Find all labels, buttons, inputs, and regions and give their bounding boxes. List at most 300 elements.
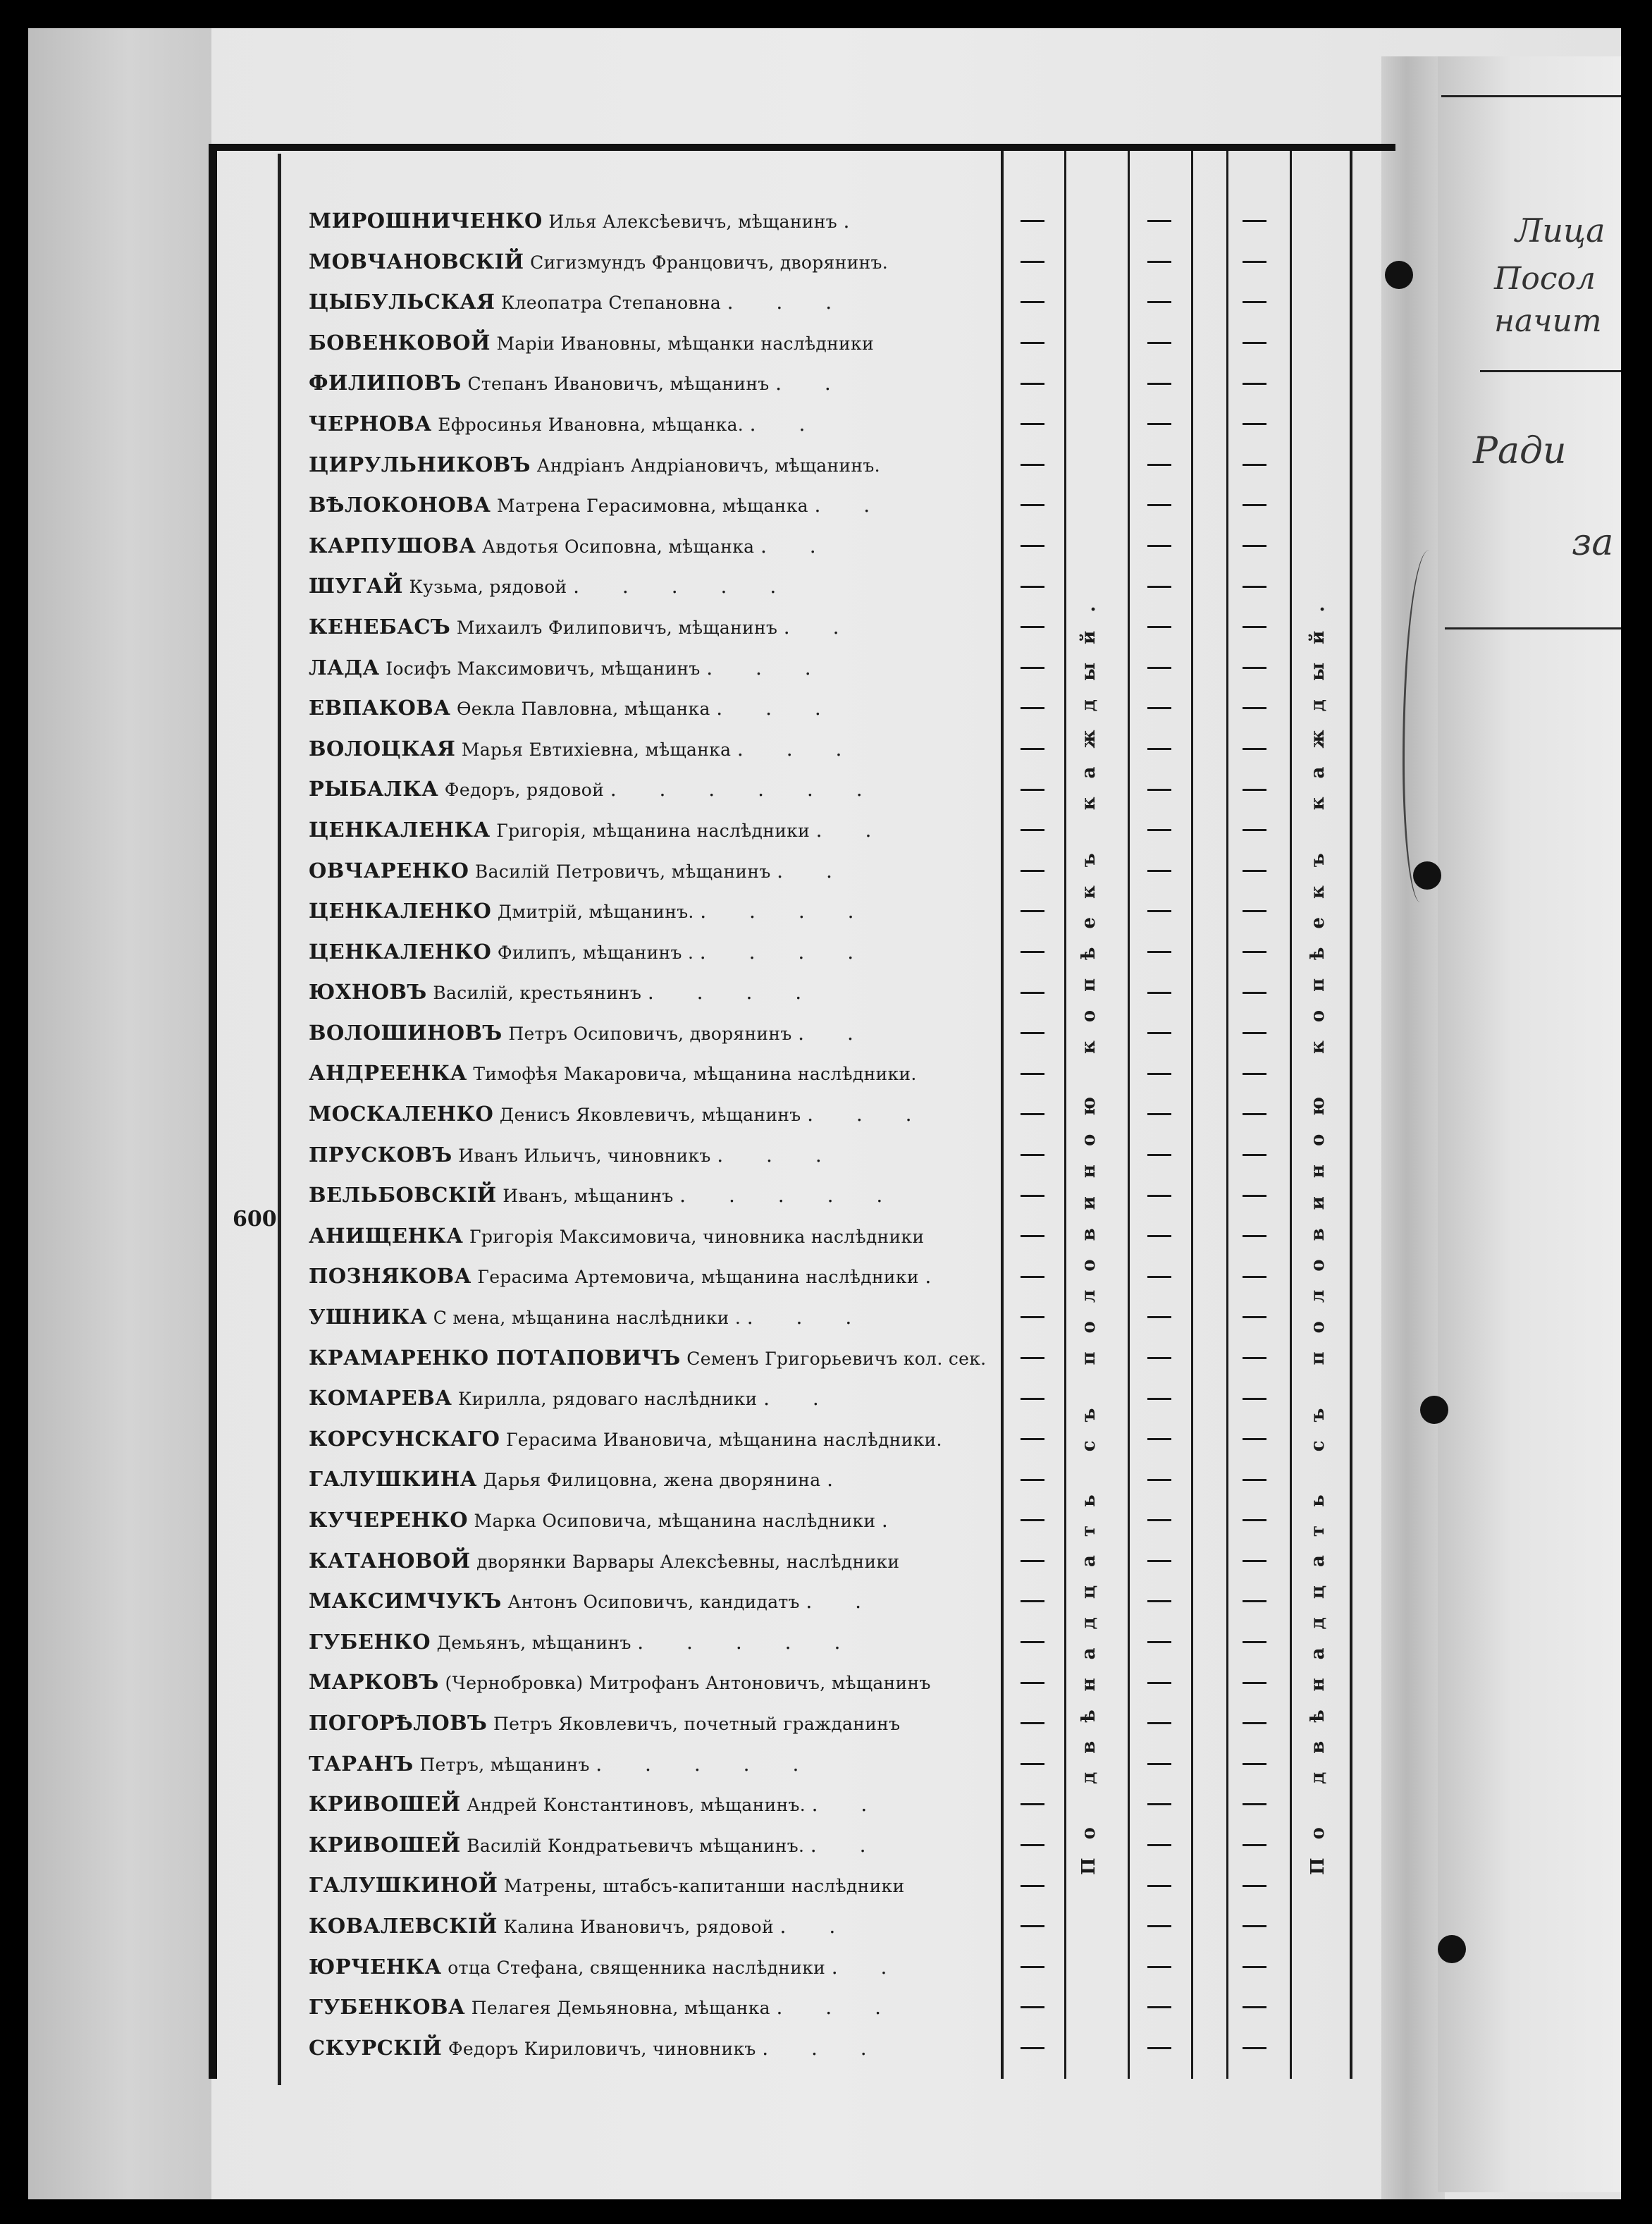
entry-details: Василій Кондратьевичъ мѣщанинъ. [467,1835,805,1856]
dash-mark [1018,282,1047,323]
entry-surname: МОВЧАНОВСКІЙ [309,249,524,274]
binding-hole [1438,1935,1466,1963]
entry-surname: ПОЗНЯКОВА [309,1264,471,1289]
list-item [309,404,985,445]
entry-surname: АНДРЕЕНКА [309,1061,467,1086]
list-item [309,1216,985,1257]
entry-details: Марья Евтихіевна, мѣщанка [461,739,732,760]
dash-mark [1018,1581,1047,1622]
leader-dots: . . [814,493,889,517]
entry-details: Клеопатра Степановна [501,293,722,314]
dash-mark [1018,1256,1047,1297]
list-item [309,1703,985,1744]
list-item [309,1256,985,1297]
entry-details: Ефросинья Ивановна, мѣщанка. [438,414,744,435]
dash-mark [1240,1459,1269,1500]
entry-surname: ВЕЛЬБОВСКІЙ [309,1183,497,1208]
entry-details: С мена, мѣщанина наслѣдники . [433,1308,741,1329]
list-item [309,1094,985,1135]
list-item [309,1459,985,1500]
leader-dots: . . . [717,1143,840,1167]
dash-mark [1018,242,1047,283]
dash-mark [1145,1459,1173,1500]
dash-mark [1240,1338,1269,1379]
binding-hole [1413,861,1441,890]
table-left-rule [209,144,217,2079]
entry-surname: ЦЫБУЛЬСКАЯ [309,290,495,314]
dash-mark [1145,1744,1173,1785]
dash-mark [1240,1541,1269,1582]
dash-mark [1145,1987,1173,2028]
margin-rule [1480,370,1621,372]
entry-details: Филипъ, мѣщанинъ . [497,942,694,963]
adjacent-page [1438,56,1621,2192]
entry-surname: АНИЩЕНКА [309,1223,464,1248]
leader-dots: . . . [776,1996,899,2020]
dash-mark [1240,972,1269,1013]
entry-surname: ГУБЕНКО [309,1629,431,1654]
dash-mark [1240,404,1269,445]
leader-dots: . . [783,615,858,639]
entry-surname: ЧЕРНОВА [309,411,432,436]
dash-mark [1240,891,1269,932]
leader-dots: . . . [807,1102,930,1126]
dash-mark [1145,1541,1173,1582]
list-item [309,1175,985,1216]
dash-mark [1018,1500,1047,1541]
list-item [309,1947,985,1988]
binding-hole [1420,1396,1448,1424]
dash-mark [1240,566,1269,607]
list-item [309,810,985,851]
dash-mark [1018,1662,1047,1703]
entry-details: Кирилла, рядоваго наслѣдники [458,1389,758,1410]
column-rule [1226,151,1228,2079]
rate-column-text: По двѣнадцать съ половиною копѣекъ каждый. [1078,587,1099,1875]
list-item [309,485,985,526]
column-rule [1064,151,1066,2079]
dash-mark [1145,1703,1173,1744]
dash-mark [1018,363,1047,404]
entry-details: Петръ Яковлевичъ, почетный гражданинъ [493,1713,901,1734]
dash-mark [1240,1906,1269,1947]
dash-mark [1018,891,1047,932]
dash-mark [1145,1906,1173,1947]
dash-mark [1145,1175,1173,1216]
list-item [309,1865,985,1906]
entry-surname: СКУРСКІЙ [309,2035,443,2060]
entry-surname: ЦЕНКАЛЕНКО [309,939,492,964]
entry-details: Андріанъ Андріановичъ, мѣщанинъ. [536,455,880,476]
dash-mark [1145,851,1173,892]
dash-mark [1145,404,1173,445]
dash-mark [1018,1459,1047,1500]
dash-mark [1145,1825,1173,1866]
column-rule [1001,151,1004,2079]
entry-surname: КУЧЕРЕНКО [309,1508,468,1532]
dash-mark [1145,363,1173,404]
entry-surname: ОВЧАРЕНКО [309,858,469,883]
entry-surname: ВѢЛОКОНОВА [309,493,491,517]
dash-mark [1240,1622,1269,1663]
entry-details: Василій, крестьянинъ [433,983,642,1004]
entry-details: Федоръ Кириловичъ, чиновникъ [448,2038,756,2059]
leader-dots: . . . . [700,899,873,923]
dash-mark [1240,1987,1269,2028]
dash-mark [1240,282,1269,323]
binding-hole [1385,261,1413,289]
entry-details: Михаилъ Филиповичъ, мѣщанинъ [456,617,778,638]
dash-mark [1018,1947,1047,1988]
list-item [309,242,985,283]
leader-dots: . . . [746,1305,870,1329]
entry-details: Степанъ Ивановичъ, мѣщанинъ [467,374,770,395]
dash-mark [1018,1378,1047,1419]
leader-dots: . . . . [647,981,820,1005]
list-item [309,1419,985,1460]
list-item [309,1338,985,1379]
list-item [309,1784,985,1825]
leader-dots: . . [811,1793,886,1817]
dash-mark [1240,1216,1269,1257]
list-item [309,769,985,810]
leader-dots: . . [775,371,849,395]
dash-mark [1145,1053,1173,1094]
dash-mark [1018,607,1047,648]
dash-mark [1018,485,1047,526]
dash-mark [1240,201,1269,242]
dash-mark [1240,1256,1269,1297]
dash-mark [1018,972,1047,1013]
dash-mark [1018,566,1047,607]
dash-mark [1145,566,1173,607]
entry-details: Дмитрій, мѣщанинъ. [497,902,694,923]
dash-column [1018,201,1047,2068]
entry-surname: ЦЕНКАЛЕНКО [309,899,492,923]
entry-details: Матрена Герасимовна, мѣщанка [496,496,808,517]
entry-surname: ЦИРУЛЬНИКОВЪ [309,452,531,477]
entry-surname: ТАРАНЪ [309,1751,414,1776]
dash-mark [1145,932,1173,973]
entry-details: Тимофѣя Макаровича, мѣщанина наслѣдники. [473,1064,917,1085]
entry-details: Василій Петровичъ, мѣщанинъ [474,861,771,882]
leader-dots: . . [763,1387,837,1411]
entry-details: Семенъ Григорьевичъ кол. сек. [686,1348,987,1369]
list-item [309,1662,985,1703]
dash-mark [1240,1297,1269,1338]
dash-mark [1240,1013,1269,1054]
column-rule [1290,151,1292,2079]
entry-surname: ШУГАЙ [309,574,403,598]
dash-mark [1240,445,1269,486]
leader-dots: . . . [727,290,851,314]
list-item [309,282,985,323]
dash-mark [1145,810,1173,851]
leader-dots: . . [815,818,890,842]
dash-mark [1018,404,1047,445]
list-item [309,526,985,567]
dash-mark [1018,1622,1047,1663]
dash-mark [1018,648,1047,689]
dash-mark [1018,1175,1047,1216]
leader-dots: . . [749,412,824,436]
leader-dots: . . . [736,737,861,761]
leader-dots: . . [777,859,851,883]
list-item [309,891,985,932]
dash-mark [1240,1784,1269,1825]
column-rule [1128,151,1130,2079]
entry-surname: БОВЕНКОВОЙ [309,330,491,355]
entry-surname: ВОЛОШИНОВЪ [309,1020,503,1045]
entry-surname: ЮХНОВЪ [309,980,427,1005]
entry-details: Григорія, мѣщанина наслѣдники [496,820,810,841]
dash-mark [1145,526,1173,567]
dash-mark [1240,851,1269,892]
list-item [309,1297,985,1338]
dash-mark [1240,363,1269,404]
leader-dots: . . [760,534,834,558]
leader-dots: . . [831,1955,906,1979]
dash-mark [1018,729,1047,770]
dash-mark [1145,1256,1173,1297]
rate-column-text: По двѣнадцать съ половиною копѣекъ каждый. [1307,587,1329,1875]
dash-mark [1240,2028,1269,2069]
leader-dots: . . . [706,656,830,680]
dash-mark [1240,1094,1269,1135]
list-item [309,363,985,404]
dash-mark [1145,445,1173,486]
dash-mark [1018,1094,1047,1135]
entry-surname: КРИВОШЕЙ [309,1832,461,1857]
entry-surname: КОМАРЕВА [309,1386,452,1411]
entry-details: Иванъ Ильичъ, чиновникъ [458,1145,711,1166]
leader-dots: . [925,1265,950,1289]
list-item [309,566,985,607]
entry-details: Іосифъ Максимовичъ, мѣщанинъ [386,658,701,679]
dash-mark [1145,769,1173,810]
dash-mark [1240,648,1269,689]
entry-details: Илья Алексѣевичъ, мѣщанинъ [548,211,837,232]
list-item [309,445,985,486]
dash-mark [1145,1581,1173,1622]
entry-surname: ПРУСКОВЪ [309,1142,452,1167]
dash-mark [1240,1744,1269,1785]
entry-details: Матрены, штабсъ-капитанши наслѣдники [504,1876,905,1897]
dash-mark [1018,1135,1047,1176]
entry-surname: УШНИКА [309,1305,428,1329]
dash-column [1240,201,1269,2068]
dash-mark [1018,1703,1047,1744]
table-top-rule [211,144,1395,151]
margin-handwriting: Посол [1494,261,1596,297]
dash-mark [1018,1744,1047,1785]
column-rule [1191,151,1193,2079]
leader-dots: . [881,1509,906,1532]
dash-mark [1145,688,1173,729]
dash-mark [1018,445,1047,486]
dash-mark [1240,485,1269,526]
dash-mark [1240,1662,1269,1703]
entry-details: Григорія Максимовича, чиновника наслѣдники [469,1226,925,1247]
entry-details: Андрей Константиновъ, мѣщанинъ. [467,1795,806,1816]
dash-mark [1018,1013,1047,1054]
entry-surname: КОВАЛЕВСКІЙ [309,1913,498,1938]
dash-mark [1145,972,1173,1013]
entry-surname: КЕНЕБАСЪ [309,614,451,639]
dash-mark [1145,201,1173,242]
entry-details: Демьянъ, мѣщанинъ [436,1632,631,1653]
dash-mark [1018,323,1047,364]
entry-list [309,201,985,2068]
leader-dots: . . . . . . [610,778,881,801]
dash-mark [1018,688,1047,729]
entry-details: Дарья Филицовна, жена дворянина [483,1470,821,1491]
list-item [309,1622,985,1663]
dash-mark [1145,323,1173,364]
list-item [309,688,985,729]
list-item [309,1581,985,1622]
dash-mark [1240,932,1269,973]
dash-mark [1240,1135,1269,1176]
number-column-rule [278,154,281,2085]
leader-dots: . . . [762,2036,885,2060]
entry-surname: МАКСИМЧУКЪ [309,1589,502,1614]
dash-mark [1240,729,1269,770]
dash-mark [1145,1338,1173,1379]
entry-details: Маріи Ивановны, мѣщанки наслѣдники [496,333,874,354]
dash-mark [1145,1865,1173,1906]
entry-surname: КОРСУНСКАГО [309,1426,500,1451]
entry-surname: РЫБАЛКА [309,777,439,801]
entry-details: Герасима Ивановича, мѣщанина наслѣдники. [505,1429,942,1450]
dash-mark [1018,1865,1047,1906]
dash-mark [1018,1987,1047,2028]
entry-surname: ГАЛУШКИНА [309,1467,477,1492]
dash-mark [1018,2028,1047,2069]
entry-details: Петръ, мѣщанинъ [419,1754,590,1775]
dash-mark [1018,932,1047,973]
entry-surname: МОСКАЛЕНКО [309,1102,494,1126]
leader-dots: . . [798,1021,872,1045]
entry-surname: КАТАНОВОЙ [309,1548,471,1573]
entry-surname: ГАЛУШКИНОЙ [309,1873,498,1898]
dash-mark [1145,1013,1173,1054]
list-item [309,648,985,689]
list-item [309,323,985,364]
dash-mark [1240,1703,1269,1744]
entry-surname: ГУБЕНКОВА [309,1995,466,2020]
dash-mark [1240,526,1269,567]
leader-dots: . . . . . [573,575,795,598]
entry-details: (Чернобровка) Митрофанъ Антоновичъ, мѣщанинъ [445,1673,931,1694]
dash-mark [1018,1053,1047,1094]
dash-mark [1240,1581,1269,1622]
dash-mark [1145,1622,1173,1663]
list-item [309,1987,985,2028]
dash-mark [1145,891,1173,932]
leader-dots: . . [806,1590,880,1614]
entry-surname: ЛАДА [309,655,380,680]
list-item [309,972,985,1013]
list-item [309,1906,985,1947]
leader-dots: . . . . . [596,1752,818,1776]
dash-mark [1240,1500,1269,1541]
margin-handwriting: за [1572,522,1614,564]
dash-mark [1018,1784,1047,1825]
leader-dots: . . . . [699,940,873,964]
margin-handwriting: Ради [1473,430,1567,472]
entry-details: Марка Осиповича, мѣщанина наслѣдники [474,1511,876,1531]
dash-mark [1145,485,1173,526]
dash-mark [1145,648,1173,689]
leader-dots: . [843,209,868,233]
dash-mark [1145,1135,1173,1176]
dash-mark [1240,607,1269,648]
dash-mark [1018,851,1047,892]
entry-surname: ЕВПАКОВА [309,696,451,720]
page-left-edge [28,28,211,2199]
entry-details: Авдотья Осиповна, мѣщанка [482,536,755,557]
dash-mark [1018,1825,1047,1866]
column-rule [1350,151,1352,2079]
margin-rule [1441,95,1621,97]
entry-details: Пелагея Демьяновна, мѣщанка [471,1998,770,2019]
entry-details: дворянки Варвары Алексѣевны, наслѣдники [476,1551,900,1572]
list-item [309,607,985,648]
dash-column [1145,201,1173,2068]
dash-mark [1145,1094,1173,1135]
entry-details: Денисъ Яковлевичъ, мѣщанинъ [499,1105,801,1126]
dash-mark [1240,1825,1269,1866]
margin-handwriting: начит [1494,303,1602,339]
leader-dots: . . [779,1914,854,1938]
list-item [309,1744,985,1785]
dash-mark [1240,242,1269,283]
entry-details: Ѳекла Павловна, мѣщанка [457,699,710,720]
dash-mark [1240,1419,1269,1460]
leader-dots: . . [810,1833,884,1857]
entry-surname: КАРПУШОВА [309,533,476,558]
list-item [309,1378,985,1419]
binding-fold [1381,56,1445,2199]
leader-dots: . . . . . [679,1184,901,1208]
leader-dots: . . . . . [637,1630,859,1654]
list-item [309,1013,985,1054]
entry-details: Федоръ, рядовой [444,780,605,801]
list-item [309,1053,985,1094]
list-item [309,1825,985,1866]
leader-dots: . . . [716,696,839,720]
margin-handwriting: Лица [1515,211,1605,250]
dash-mark [1240,810,1269,851]
dash-mark [1145,1378,1173,1419]
dash-mark [1240,323,1269,364]
list-item [309,201,985,242]
dash-mark [1018,1297,1047,1338]
dash-mark [1145,1500,1173,1541]
dash-mark [1240,769,1269,810]
dash-mark [1018,810,1047,851]
dash-mark [1145,1947,1173,1988]
leader-dots: . [827,1468,851,1492]
entry-surname: КРИВОШЕЙ [309,1792,461,1817]
dash-mark [1240,1865,1269,1906]
dash-mark [1145,1784,1173,1825]
dash-mark [1240,1175,1269,1216]
list-item [309,1541,985,1582]
dash-mark [1018,526,1047,567]
entry-details: Герасима Артемовича, мѣщанина наслѣдники [477,1267,919,1288]
